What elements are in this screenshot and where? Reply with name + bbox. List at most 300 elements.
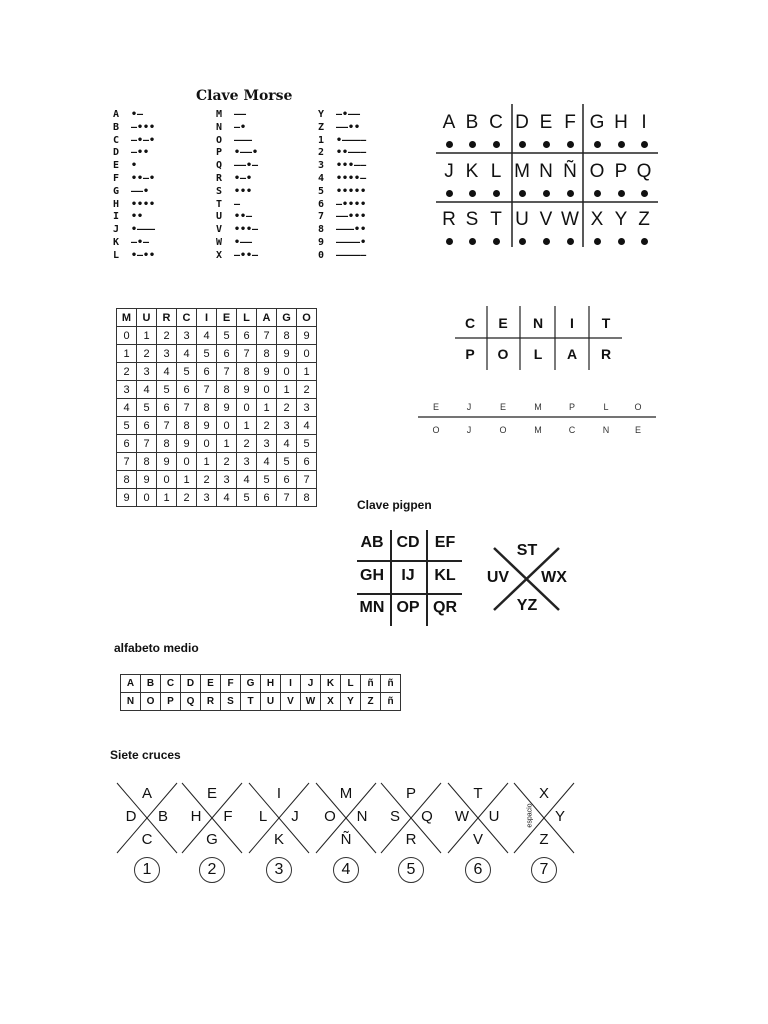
table-cell: 7	[177, 399, 197, 417]
cross-left-letter: D	[125, 808, 137, 825]
table-cell: 9	[237, 381, 257, 399]
cross-bottom-letter: G	[206, 831, 218, 848]
table-cell: A	[257, 309, 277, 327]
table-cell: 0	[277, 363, 297, 381]
dot-grid-letter: Q	[636, 161, 652, 182]
dot-grid-letter: B	[465, 112, 479, 133]
morse-letter: C	[113, 134, 120, 146]
table-cell: 0	[297, 345, 317, 363]
table-cell: 6	[297, 453, 317, 471]
table-cell: 6	[157, 399, 177, 417]
table-cell: E	[201, 675, 221, 693]
table-cell: 7	[257, 327, 277, 345]
morse-letter: K	[113, 236, 120, 248]
dot-grid-letter: Y	[614, 209, 628, 230]
polar-letter: P	[465, 346, 475, 362]
table-cell: 3	[197, 489, 217, 507]
dot-grid-letter: N	[539, 161, 553, 182]
cross-left-letter: W	[454, 808, 470, 825]
table-cell: 0	[257, 381, 277, 399]
cross-top-letter: T	[473, 785, 483, 802]
table-cell: 3	[217, 471, 237, 489]
morse-letter: T	[216, 198, 223, 210]
example-plain-letter: P	[568, 402, 575, 412]
cross-top-letter: E	[206, 785, 217, 802]
table-cell: 5	[277, 453, 297, 471]
dot-grid-letter: E	[539, 112, 553, 133]
cross-right-letter: Y	[554, 808, 565, 825]
table-cell: 6	[257, 489, 277, 507]
morse-letter: W	[216, 236, 223, 248]
morse-code: ––•••	[336, 211, 367, 223]
table-cell: R	[157, 309, 177, 327]
table-cell: 2	[177, 489, 197, 507]
dot-grid-letter: F	[564, 112, 576, 133]
table-cell: V	[281, 693, 301, 711]
morse-code: –•••	[131, 121, 156, 133]
dot-grid-letter: I	[641, 112, 647, 133]
table-cell: 2	[237, 435, 257, 453]
table-cell: Q	[181, 693, 201, 711]
table-cell: ñ	[381, 675, 401, 693]
table-cell: 9	[117, 489, 137, 507]
table-cell: 2	[217, 453, 237, 471]
cross-right-letter: N	[356, 808, 368, 825]
morse-letter: S	[216, 185, 223, 197]
morse-letter: H	[113, 198, 120, 210]
table-cell: O	[297, 309, 317, 327]
table-cell: F	[221, 675, 241, 693]
morse-letter: 2	[318, 147, 325, 159]
morse-letter: N	[216, 121, 223, 133]
cross-bottom-letter: K	[273, 831, 284, 848]
table-cell: 8	[137, 453, 157, 471]
table-cell: Y	[341, 693, 361, 711]
table-cell: 2	[257, 417, 277, 435]
example-cipher-letter: O	[499, 425, 507, 435]
example-cipher-letter: J	[466, 425, 472, 435]
table-cell: 1	[237, 417, 257, 435]
morse-letter: J	[113, 224, 120, 236]
table-cell: 0	[157, 471, 177, 489]
table-cell: I	[197, 309, 217, 327]
table-cell: 4	[257, 453, 277, 471]
table-cell: 5	[177, 363, 197, 381]
cross-left-letter: L	[258, 808, 268, 825]
table-cell: 1	[297, 363, 317, 381]
table-cell: U	[137, 309, 157, 327]
dot-grid-letter: H	[614, 112, 628, 133]
table-cell: O	[141, 693, 161, 711]
polar-letter: O	[497, 346, 509, 362]
table-cell: 8	[197, 399, 217, 417]
morse-code: •••	[234, 185, 253, 197]
morse-letter: U	[216, 211, 223, 223]
table-cell: J	[301, 675, 321, 693]
table-cell: 1	[157, 489, 177, 507]
dot-grid-letter: W	[561, 209, 579, 230]
table-cell: 2	[297, 381, 317, 399]
table-cell: 2	[117, 363, 137, 381]
table-cell: 5	[157, 381, 177, 399]
cross-right-letter: B	[157, 808, 168, 825]
table-cell: 7	[297, 471, 317, 489]
table-cell: I	[281, 675, 301, 693]
morse-code: •––––	[336, 134, 367, 146]
table-cell: 6	[177, 381, 197, 399]
table-cell: G	[241, 675, 261, 693]
table-cell: 6	[117, 435, 137, 453]
pigpen-x-top: ST	[516, 542, 538, 559]
table-cell: R	[201, 693, 221, 711]
dot-grid-letter: U	[515, 209, 529, 230]
cross-left-letter: H	[190, 808, 202, 825]
table-cell: L	[237, 309, 257, 327]
example-plain-letter: M	[534, 402, 542, 412]
table-cell: 6	[217, 345, 237, 363]
cross-number-circle: 1	[134, 857, 160, 883]
table-cell: 1	[177, 471, 197, 489]
dot-grid-letter: R	[442, 209, 456, 230]
table-cell: 4	[157, 363, 177, 381]
morse-code: ––	[234, 109, 247, 120]
table-cell: 6	[197, 363, 217, 381]
polar-letter: R	[600, 346, 612, 362]
morse-code: –•–	[131, 236, 150, 248]
table-cell: Z	[361, 693, 381, 711]
morse-code: ••	[131, 211, 144, 223]
morse-letter: E	[113, 160, 120, 172]
cross-left-letter: espacio	[526, 803, 534, 828]
dot-grid-letter: G	[589, 112, 605, 133]
table-cell: X	[321, 693, 341, 711]
table-cell: 7	[277, 489, 297, 507]
table-cell: C	[177, 309, 197, 327]
morse-letter: 0	[318, 249, 325, 261]
morse-code: –•	[234, 121, 247, 133]
dot-grid-letter: M	[514, 161, 530, 182]
cross-bottom-letter: Z	[539, 831, 549, 848]
morse-code: ––•–	[234, 160, 259, 172]
morse-code: –––••	[336, 224, 367, 236]
cross-bottom-letter: R	[405, 831, 417, 848]
table-cell: 7	[157, 417, 177, 435]
dot-grid-letter: X	[590, 209, 604, 230]
cross-top-letter: P	[405, 785, 416, 802]
pigpen-x-left: UV	[486, 569, 510, 586]
cross-left-letter: O	[324, 808, 336, 825]
table-cell: 3	[257, 435, 277, 453]
cenit-letter: E	[498, 315, 508, 331]
table-cell: 5	[237, 489, 257, 507]
cross-number-circle: 7	[531, 857, 557, 883]
cenit-letter: N	[532, 315, 544, 331]
pigpen-cell: KL	[434, 567, 456, 584]
pigpen-cell: EF	[434, 534, 456, 551]
morse-code: •••–	[234, 224, 259, 236]
table-cell: 7	[137, 435, 157, 453]
table-cell: 1	[277, 381, 297, 399]
cenit-letter: T	[601, 315, 611, 331]
polar-letter: A	[566, 346, 578, 362]
cross-number-circle: 3	[266, 857, 292, 883]
table-cell: 1	[137, 327, 157, 345]
morse-letter: O	[216, 134, 223, 146]
table-cell: 8	[217, 381, 237, 399]
morse-code: ––––•	[336, 236, 367, 248]
morse-letter: 6	[318, 198, 325, 210]
table-cell: 8	[237, 363, 257, 381]
morse-code: •–••	[131, 249, 156, 261]
example-cipher-letter: M	[534, 425, 542, 435]
pigpen-cell: GH	[360, 567, 384, 584]
example-cipher-letter: N	[602, 425, 610, 435]
cross-top-letter: I	[276, 785, 282, 802]
table-cell: 9	[257, 363, 277, 381]
morse-letter: Y	[318, 109, 325, 120]
table-cell: 0	[117, 327, 137, 345]
example-plain-letter: O	[634, 402, 642, 412]
table-cell: 1	[257, 399, 277, 417]
cross-top-letter: M	[339, 785, 353, 802]
table-cell: 4	[177, 345, 197, 363]
pigpen-x-bottom: YZ	[516, 597, 538, 614]
morse-letter: X	[216, 249, 223, 261]
table-cell: 4	[217, 489, 237, 507]
dot-grid-letter: P	[614, 161, 628, 182]
morse-code: ••–––	[336, 147, 367, 159]
table-cell: H	[261, 675, 281, 693]
morse-letter: 4	[318, 172, 325, 184]
pigpen-cell: IJ	[401, 567, 415, 584]
table-cell: P	[161, 693, 181, 711]
pigpen-cell: QR	[433, 599, 457, 616]
table-cell: 7	[117, 453, 137, 471]
morse-letter: Z	[318, 121, 325, 133]
morse-code: –––	[234, 134, 253, 146]
dot-grid-letter: S	[465, 209, 479, 230]
table-cell: 8	[157, 435, 177, 453]
table-cell: 4	[297, 417, 317, 435]
table-cell: 2	[277, 399, 297, 417]
morse-code: ––••	[336, 121, 361, 133]
morse-code: –••	[131, 147, 150, 159]
table-cell: 3	[277, 417, 297, 435]
morse-code: –––––	[336, 249, 367, 261]
dot-grid-letter: L	[490, 161, 502, 182]
cross-top-letter: X	[538, 785, 549, 802]
cross-number-circle: 6	[465, 857, 491, 883]
morse-code: –•––	[336, 109, 361, 120]
morse-letter: R	[216, 172, 223, 184]
morse-letter: 7	[318, 211, 325, 223]
table-cell: 3	[297, 399, 317, 417]
table-cell: 1	[197, 453, 217, 471]
dot-grid-letter: C	[489, 112, 503, 133]
dot-grid-letter: D	[515, 112, 529, 133]
morse-code: –	[234, 198, 241, 210]
morse-code: •	[131, 160, 138, 172]
table-cell: 8	[297, 489, 317, 507]
table-cell: 9	[137, 471, 157, 489]
example-plain-letter: L	[603, 402, 609, 412]
table-cell: 6	[277, 471, 297, 489]
morse-code: ••–	[234, 211, 253, 223]
example-cipher-letter: E	[634, 425, 641, 435]
table-cell: 5	[117, 417, 137, 435]
table-cell: 9	[157, 453, 177, 471]
table-cell: 9	[217, 399, 237, 417]
table-cell: U	[261, 693, 281, 711]
table-cell: 9	[277, 345, 297, 363]
table-cell: 1	[117, 345, 137, 363]
table-cell: 3	[237, 453, 257, 471]
morse-letter: D	[113, 147, 120, 159]
morse-letter: 8	[318, 224, 325, 236]
morse-code: •––•	[234, 147, 259, 159]
morse-letter: L	[113, 249, 120, 261]
table-cell: 6	[137, 417, 157, 435]
table-cell: 9	[177, 435, 197, 453]
table-cell: 5	[297, 435, 317, 453]
table-cell: T	[241, 693, 261, 711]
table-cell: 0	[237, 399, 257, 417]
cross-right-letter: U	[488, 808, 500, 825]
morse-code: •––	[234, 236, 253, 248]
table-cell: C	[161, 675, 181, 693]
morse-code: –••–	[234, 249, 259, 261]
table-cell: D	[181, 675, 201, 693]
morse-letter: V	[216, 224, 223, 236]
morse-letter: 5	[318, 185, 325, 197]
table-cell: K	[321, 675, 341, 693]
cenit-letter: C	[464, 315, 476, 331]
cenit-letter: I	[570, 315, 574, 331]
table-cell: ñ	[381, 693, 401, 711]
table-cell: 9	[197, 417, 217, 435]
table-cell: 4	[137, 381, 157, 399]
morse-letter: Q	[216, 160, 223, 172]
table-cell: 5	[137, 399, 157, 417]
table-cell: 8	[117, 471, 137, 489]
table-cell: 5	[257, 471, 277, 489]
cross-right-letter: Q	[421, 808, 433, 825]
morse-letter: P	[216, 147, 223, 159]
alfabeto-medio-label: alfabeto medio	[114, 641, 199, 655]
morse-code: –•–•	[131, 134, 156, 146]
table-cell: A	[121, 675, 141, 693]
pigpen-x-right: WX	[541, 569, 567, 586]
table-cell: 8	[277, 327, 297, 345]
pigpen-label: Clave pigpen	[357, 498, 432, 512]
morse-letter: I	[113, 211, 120, 223]
morse-letter: 1	[318, 134, 325, 146]
cross-number-circle: 5	[398, 857, 424, 883]
cross-bottom-letter: V	[472, 831, 483, 848]
morse-code: ••••	[131, 198, 156, 210]
morse-letter: G	[113, 185, 120, 197]
dot-grid-letter: A	[442, 112, 456, 133]
table-cell: 7	[217, 363, 237, 381]
dot-grid-letter: K	[465, 161, 479, 182]
table-cell: 1	[217, 435, 237, 453]
cross-number-circle: 4	[333, 857, 359, 883]
pigpen-cell: AB	[360, 534, 384, 551]
cross-right-letter: F	[223, 808, 233, 825]
siete-cruces-label: Siete cruces	[110, 748, 181, 762]
table-cell: 0	[177, 453, 197, 471]
morse-letter: 3	[318, 160, 325, 172]
cross-right-letter: J	[291, 808, 299, 825]
morse-code: –••••	[336, 198, 367, 210]
pigpen-cell: CD	[396, 534, 420, 551]
table-cell: 3	[137, 363, 157, 381]
pigpen-cell: OP	[396, 599, 420, 616]
table-cell: 5	[217, 327, 237, 345]
example-plain-letter: E	[432, 402, 439, 412]
table-cell: 2	[197, 471, 217, 489]
table-cell: W	[301, 693, 321, 711]
table-cell: 4	[197, 327, 217, 345]
table-cell: 7	[237, 345, 257, 363]
table-cell: 8	[257, 345, 277, 363]
cross-bottom-letter: Ñ	[340, 831, 352, 848]
table-cell: 9	[297, 327, 317, 345]
table-cell: 4	[277, 435, 297, 453]
table-cell: 3	[117, 381, 137, 399]
example-plain-letter: E	[499, 402, 506, 412]
table-cell: 3	[177, 327, 197, 345]
morse-code: ••–•	[131, 172, 156, 184]
morse-code: ––•	[131, 185, 150, 197]
table-cell: 2	[157, 327, 177, 345]
cross-top-letter: A	[141, 785, 152, 802]
table-cell: 8	[177, 417, 197, 435]
table-cell: 4	[237, 471, 257, 489]
example-plain-letter: J	[466, 402, 472, 412]
table-cell: 6	[237, 327, 257, 345]
morse-title: Clave Morse	[196, 88, 293, 104]
dot-grid-letter: Ñ	[563, 161, 577, 182]
table-cell: M	[117, 309, 137, 327]
polar-letter: L	[533, 346, 543, 362]
cross-number-circle: 2	[199, 857, 225, 883]
table-cell: 3	[157, 345, 177, 363]
dot-grid-letter: Z	[638, 209, 650, 230]
cross-bottom-letter: C	[141, 831, 153, 848]
example-cipher-letter: O	[432, 425, 440, 435]
table-cell: G	[277, 309, 297, 327]
morse-code: •–•	[234, 172, 253, 184]
morse-code: •–	[131, 109, 144, 120]
table-cell: 0	[197, 435, 217, 453]
pigpen-cell: MN	[359, 599, 385, 616]
morse-code: ••••–	[336, 172, 367, 184]
table-cell: N	[121, 693, 141, 711]
table-cell: S	[221, 693, 241, 711]
dot-grid-letter: J	[444, 161, 454, 182]
table-cell: 5	[197, 345, 217, 363]
table-cell: 0	[137, 489, 157, 507]
morse-letter: B	[113, 121, 120, 133]
example-cipher-letter: C	[568, 425, 576, 435]
table-cell: 2	[137, 345, 157, 363]
morse-code: •••••	[336, 185, 367, 197]
table-cell: B	[141, 675, 161, 693]
table-cell: 7	[197, 381, 217, 399]
dot-grid-letter: T	[490, 209, 502, 230]
table-cell: E	[217, 309, 237, 327]
